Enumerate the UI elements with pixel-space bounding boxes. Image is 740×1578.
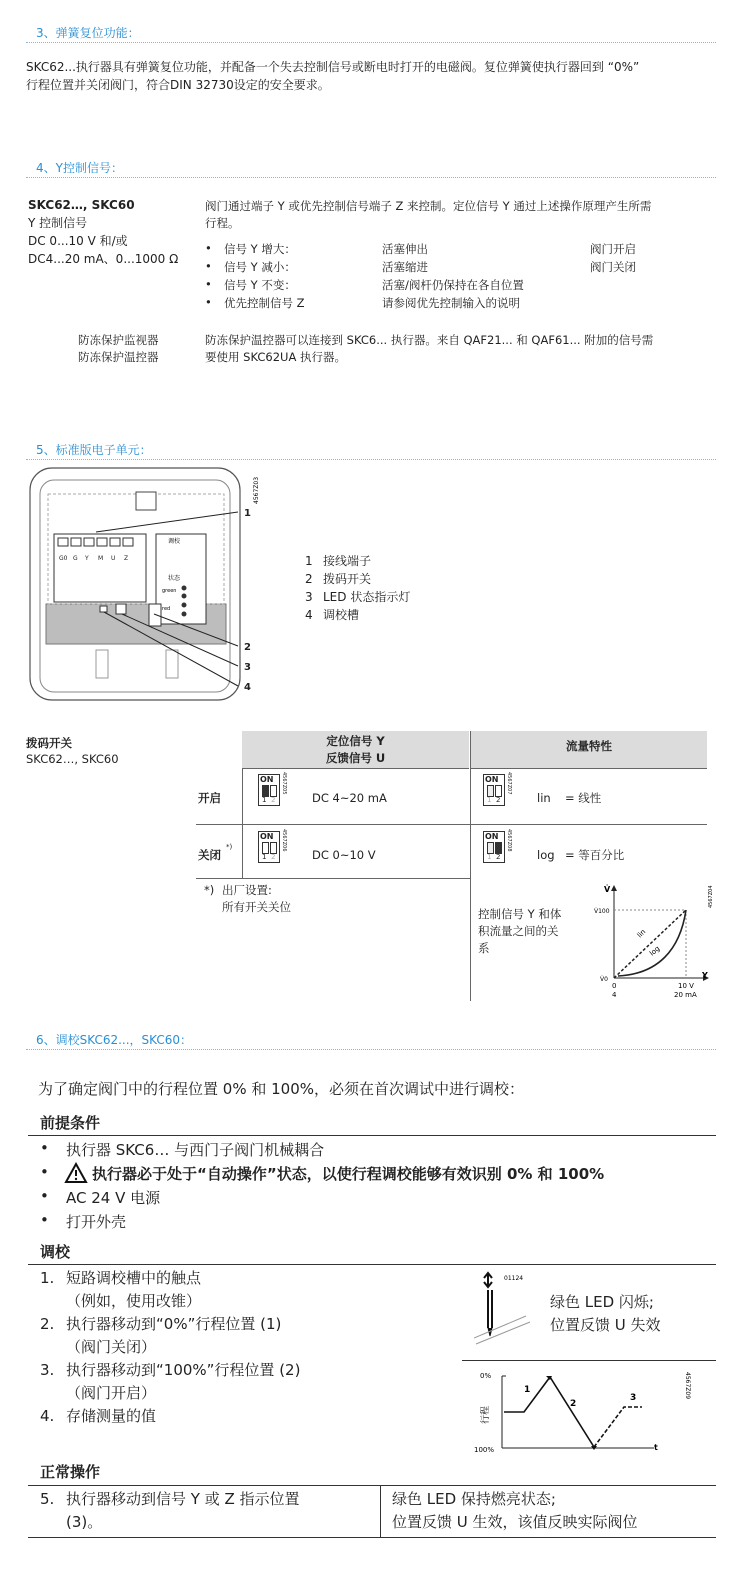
divider bbox=[26, 459, 716, 460]
calibration-slot bbox=[100, 606, 107, 612]
y-signal-intro bbox=[205, 198, 725, 232]
calibration-intro: 为了确定阀门中的行程位置 0% 和 100%，必须在首次调试中进行调校： bbox=[38, 1080, 524, 1098]
y100-label: V̇100 bbox=[594, 908, 610, 915]
terminal-label: U bbox=[111, 555, 116, 562]
switch-code: 4567Z08 bbox=[506, 829, 512, 852]
marker-2: 2 bbox=[570, 1399, 577, 1409]
flow-characteristic-graph bbox=[588, 880, 718, 1004]
closed-signal: DC 0~10 V bbox=[312, 848, 376, 862]
section-rule bbox=[28, 1485, 716, 1486]
legend-item bbox=[305, 570, 410, 588]
terminal-label: G0 bbox=[59, 555, 68, 562]
divider bbox=[26, 177, 716, 178]
legend-number: 1 bbox=[305, 554, 313, 568]
x-axis-label: t bbox=[654, 1443, 658, 1452]
step-subtext: （阀门开启） bbox=[66, 1384, 157, 1402]
normal-note bbox=[392, 1488, 638, 1534]
bullet-dot: • bbox=[205, 241, 212, 255]
frost-line: 防冻保护温控器可以连接到 SKC6... 执行器。来自 QAF21... 和 QAF61... 附加的信号需 bbox=[205, 333, 654, 347]
divider bbox=[26, 1049, 716, 1050]
lin-label: lin bbox=[537, 791, 551, 805]
para-line: 行程位置并关闭阀门，符合DIN 32730设定的安全要求。 bbox=[26, 78, 330, 92]
footnote-line: 出厂设置: bbox=[222, 883, 272, 897]
curve-label-lin: lin bbox=[635, 927, 648, 940]
travel-graph bbox=[464, 1364, 714, 1460]
section-rule bbox=[28, 1537, 716, 1538]
normal-step-line: (3)。 bbox=[66, 1513, 103, 1531]
row-condition: 信号 Y 不变： bbox=[224, 278, 296, 292]
calibration-probe-figure bbox=[474, 1268, 534, 1348]
y-axis-label: 行程 bbox=[481, 1405, 491, 1424]
row-result: 阀门关闭 bbox=[590, 260, 636, 274]
table-divider bbox=[380, 1485, 381, 1537]
frost-text bbox=[205, 332, 725, 366]
normal-note-line: 绿色 LED 保持燃亮状态; bbox=[392, 1490, 556, 1508]
calibration-title: 调校 bbox=[40, 1243, 71, 1261]
step-text: 执行器移动到“0%”行程位置 (1) bbox=[66, 1315, 282, 1333]
x-axis-label: Y bbox=[702, 971, 708, 980]
intro-line: 阀门通过端子 Y 或优先控制信号端子 Z 来控制。定位信号 Y 通过上述操作原理产生所需 bbox=[205, 199, 652, 213]
normal-operation-title: 正常操作 bbox=[40, 1463, 101, 1481]
normal-step-line: 执行器移动到信号 Y 或 Z 指示位置 bbox=[66, 1490, 300, 1508]
terminal-label: G bbox=[73, 555, 78, 562]
row-open-label: 开启 bbox=[198, 791, 221, 805]
x-tick: 10 V bbox=[678, 982, 694, 990]
relation-text bbox=[478, 906, 561, 957]
section-3-paragraph bbox=[26, 58, 726, 94]
lin-desc: = 线性 bbox=[565, 791, 602, 805]
mount-slot bbox=[166, 650, 178, 678]
curve-label-log: log bbox=[648, 944, 662, 958]
terminal-label: Z bbox=[124, 555, 129, 562]
table-divider bbox=[470, 731, 471, 1001]
col-header-signal bbox=[242, 731, 469, 769]
row-action: 请参阅优先控制输入的说明 bbox=[382, 296, 520, 310]
led-label-red: red bbox=[162, 606, 171, 612]
log-desc: = 等百分比 bbox=[565, 848, 625, 862]
dip-side-title: 拨码开关 bbox=[26, 736, 72, 750]
y-axis-label: V̇ bbox=[604, 885, 611, 894]
intro-line: 行程。 bbox=[205, 216, 240, 230]
legend-item bbox=[305, 588, 410, 606]
prerequisite-item: AC 24 V 电源 bbox=[66, 1189, 161, 1207]
legend-number: 2 bbox=[305, 572, 313, 586]
prerequisite-item: 执行器必于处于“自动操作”状态，以使行程调校能够有效识别 0% 和 100% bbox=[92, 1165, 605, 1183]
header-line: 定位信号 Y bbox=[326, 734, 385, 748]
figure-rule bbox=[462, 1360, 716, 1361]
prerequisite-item: 打开外壳 bbox=[66, 1213, 127, 1231]
step-text: 存储测量的值 bbox=[66, 1407, 157, 1425]
x-tick: 20 mA bbox=[674, 991, 697, 999]
log-label: log bbox=[537, 848, 555, 862]
callout-number: 1 bbox=[244, 508, 251, 519]
bullet-dot: • bbox=[40, 1187, 49, 1205]
bullet-dot: • bbox=[40, 1211, 49, 1229]
double-arrow-icon bbox=[484, 1273, 492, 1287]
relation-line: 控制信号 Y 和体 bbox=[478, 907, 562, 921]
figure-legend bbox=[305, 552, 410, 624]
table-row-rule bbox=[196, 824, 707, 825]
callout-number: 4 bbox=[244, 682, 251, 693]
terminal-label: Y bbox=[85, 555, 89, 562]
legend-text: 调校槽 bbox=[323, 608, 360, 622]
prerequisites-title: 前提条件 bbox=[40, 1114, 101, 1132]
legend-text: LED 状态指示灯 bbox=[323, 590, 411, 604]
dip-side-models: SKC62…, SKC60 bbox=[26, 752, 119, 766]
figure-code: 4567Z03 bbox=[253, 476, 260, 504]
mount-slot bbox=[96, 650, 108, 678]
frost-line: 要使用 SKC62UA 执行器。 bbox=[205, 350, 346, 364]
y-signal-sidebar bbox=[28, 196, 178, 268]
x-tick: 4 bbox=[612, 991, 617, 999]
graph-code: 4567Z04 bbox=[708, 885, 714, 908]
panel-label-status: 状态 bbox=[168, 575, 181, 582]
travel-segment-3 bbox=[594, 1407, 642, 1447]
normal-step-text bbox=[66, 1488, 300, 1534]
row-action: 活塞缩进 bbox=[382, 260, 428, 274]
y-bottom-label: 100% bbox=[474, 1446, 495, 1454]
table-divider bbox=[242, 768, 243, 878]
frost-label: 防冻保护温控器 bbox=[78, 350, 159, 364]
row-action: 活塞/阀杆仍保持在各自位置 bbox=[382, 278, 524, 292]
terminal-label: M bbox=[98, 555, 104, 562]
open-signal: DC 4~20 mA bbox=[312, 791, 387, 805]
footnote bbox=[222, 882, 291, 916]
bullet-dot: • bbox=[205, 277, 212, 291]
led-block bbox=[149, 604, 161, 626]
bullet-dot: • bbox=[205, 259, 212, 273]
dip-switch-icon: ON 1 2 bbox=[258, 774, 280, 806]
step-number: 4. bbox=[40, 1407, 55, 1425]
step-number: 3. bbox=[40, 1361, 55, 1379]
callout-number: 3 bbox=[244, 662, 251, 673]
row-condition: 优先控制信号 Z bbox=[224, 296, 305, 310]
travel-segment-2 bbox=[550, 1377, 594, 1447]
legend-text: 拨码开关 bbox=[323, 572, 372, 586]
bullet-dot: • bbox=[40, 1163, 49, 1181]
probe-code: 01124 bbox=[504, 1275, 524, 1282]
switch-code: 4567Z07 bbox=[506, 772, 512, 795]
led-note bbox=[550, 1291, 661, 1337]
relation-line: 系 bbox=[478, 941, 490, 955]
sidebar-line: Y 控制信号 bbox=[28, 216, 88, 230]
dip-switch-icon: ON 1 2 bbox=[258, 831, 280, 863]
graph-code: 4567Z09 bbox=[684, 1372, 691, 1400]
row-action: 活塞伸出 bbox=[382, 242, 428, 256]
warning-icon bbox=[64, 1162, 88, 1184]
marker-3: 3 bbox=[630, 1393, 637, 1403]
table-row-rule bbox=[196, 878, 470, 879]
section-rule bbox=[28, 1135, 716, 1136]
section-3-heading: 3、弹簧复位功能： bbox=[36, 26, 140, 40]
relation-line: 积流量之间的关 bbox=[478, 924, 559, 938]
section-5-heading: 5、标准版电子单元： bbox=[36, 443, 152, 457]
row-closed-mark: *) bbox=[226, 843, 233, 851]
prerequisite-item: 执行器 SKC6… 与西门子阀门机械耦合 bbox=[66, 1141, 325, 1159]
bullet-dot: • bbox=[40, 1139, 49, 1157]
step-subtext: （例如，使用改锥） bbox=[66, 1292, 202, 1310]
legend-number: 4 bbox=[305, 608, 313, 622]
x-tick: 0 bbox=[612, 982, 617, 990]
row-condition: 信号 Y 增大： bbox=[224, 242, 296, 256]
row-condition: 信号 Y 减小： bbox=[224, 260, 296, 274]
led-note-line: 绿色 LED 闪烁; bbox=[550, 1293, 654, 1311]
callout-number: 2 bbox=[244, 642, 251, 653]
section-6-heading: 6、调校SKC62...，SKC60： bbox=[36, 1033, 193, 1047]
step-text: 短路调校槽中的触点 bbox=[66, 1269, 202, 1287]
footnote-line: 所有开关关位 bbox=[222, 900, 291, 914]
step-subtext: （阀门关闭） bbox=[66, 1338, 157, 1356]
section-rule bbox=[28, 1264, 716, 1265]
electronic-unit-figure bbox=[26, 464, 274, 714]
section-4-heading: 4、Y控制信号： bbox=[36, 161, 123, 175]
legend-text: 接线端子 bbox=[323, 554, 372, 568]
switch-code: 4567Z06 bbox=[281, 829, 287, 852]
para-line: SKC62...执行器具有弹簧复位功能，并配备一个失去控制信号或断电时打开的电磁阀。复位弹簧使执行器回到 “0%” bbox=[26, 60, 640, 74]
step-number: 2. bbox=[40, 1315, 55, 1333]
normal-note-line: 位置反馈 U 生效，该值反映实际阀位 bbox=[392, 1513, 638, 1531]
dip-switch-block bbox=[116, 604, 126, 614]
top-connector bbox=[136, 492, 156, 510]
dip-switch-icon: ON 1 2 bbox=[483, 774, 505, 806]
led-label-green: green bbox=[162, 588, 177, 594]
col-header-flow: 流量特性 bbox=[471, 731, 707, 769]
marker-1: 1 bbox=[524, 1385, 531, 1395]
step-number: 1. bbox=[40, 1269, 55, 1287]
header-line: 反馈信号 U bbox=[325, 751, 386, 765]
footnote-mark: *) bbox=[204, 883, 215, 897]
normal-step-number: 5. bbox=[40, 1490, 55, 1508]
legend-item bbox=[305, 552, 410, 570]
panel-label-calibrate: 调校 bbox=[168, 538, 181, 545]
sidebar-line: DC4...20 mA、0...1000 Ω bbox=[28, 252, 179, 266]
y-top-label: 0% bbox=[480, 1372, 492, 1380]
frost-label: 防冻保护监视器 bbox=[78, 333, 159, 347]
row-result: 阀门开启 bbox=[590, 242, 636, 256]
sidebar-line: DC 0...10 V 和/或 bbox=[28, 234, 128, 248]
sidebar-title: SKC62…, SKC60 bbox=[28, 198, 135, 212]
y0-label: V̇0 bbox=[600, 976, 608, 983]
frost-labels bbox=[78, 332, 159, 366]
led-note-line: 位置反馈 U 失效 bbox=[550, 1316, 661, 1334]
legend-number: 3 bbox=[305, 590, 313, 604]
row-closed-label: 关闭 bbox=[198, 848, 221, 862]
legend-item bbox=[305, 606, 410, 624]
step-text: 执行器移动到“100%”行程位置 (2) bbox=[66, 1361, 301, 1379]
dip-switch-icon: ON 1 2 bbox=[483, 831, 505, 863]
switch-code: 4567Z05 bbox=[281, 772, 287, 795]
bullet-dot: • bbox=[205, 295, 212, 309]
divider bbox=[26, 42, 716, 43]
